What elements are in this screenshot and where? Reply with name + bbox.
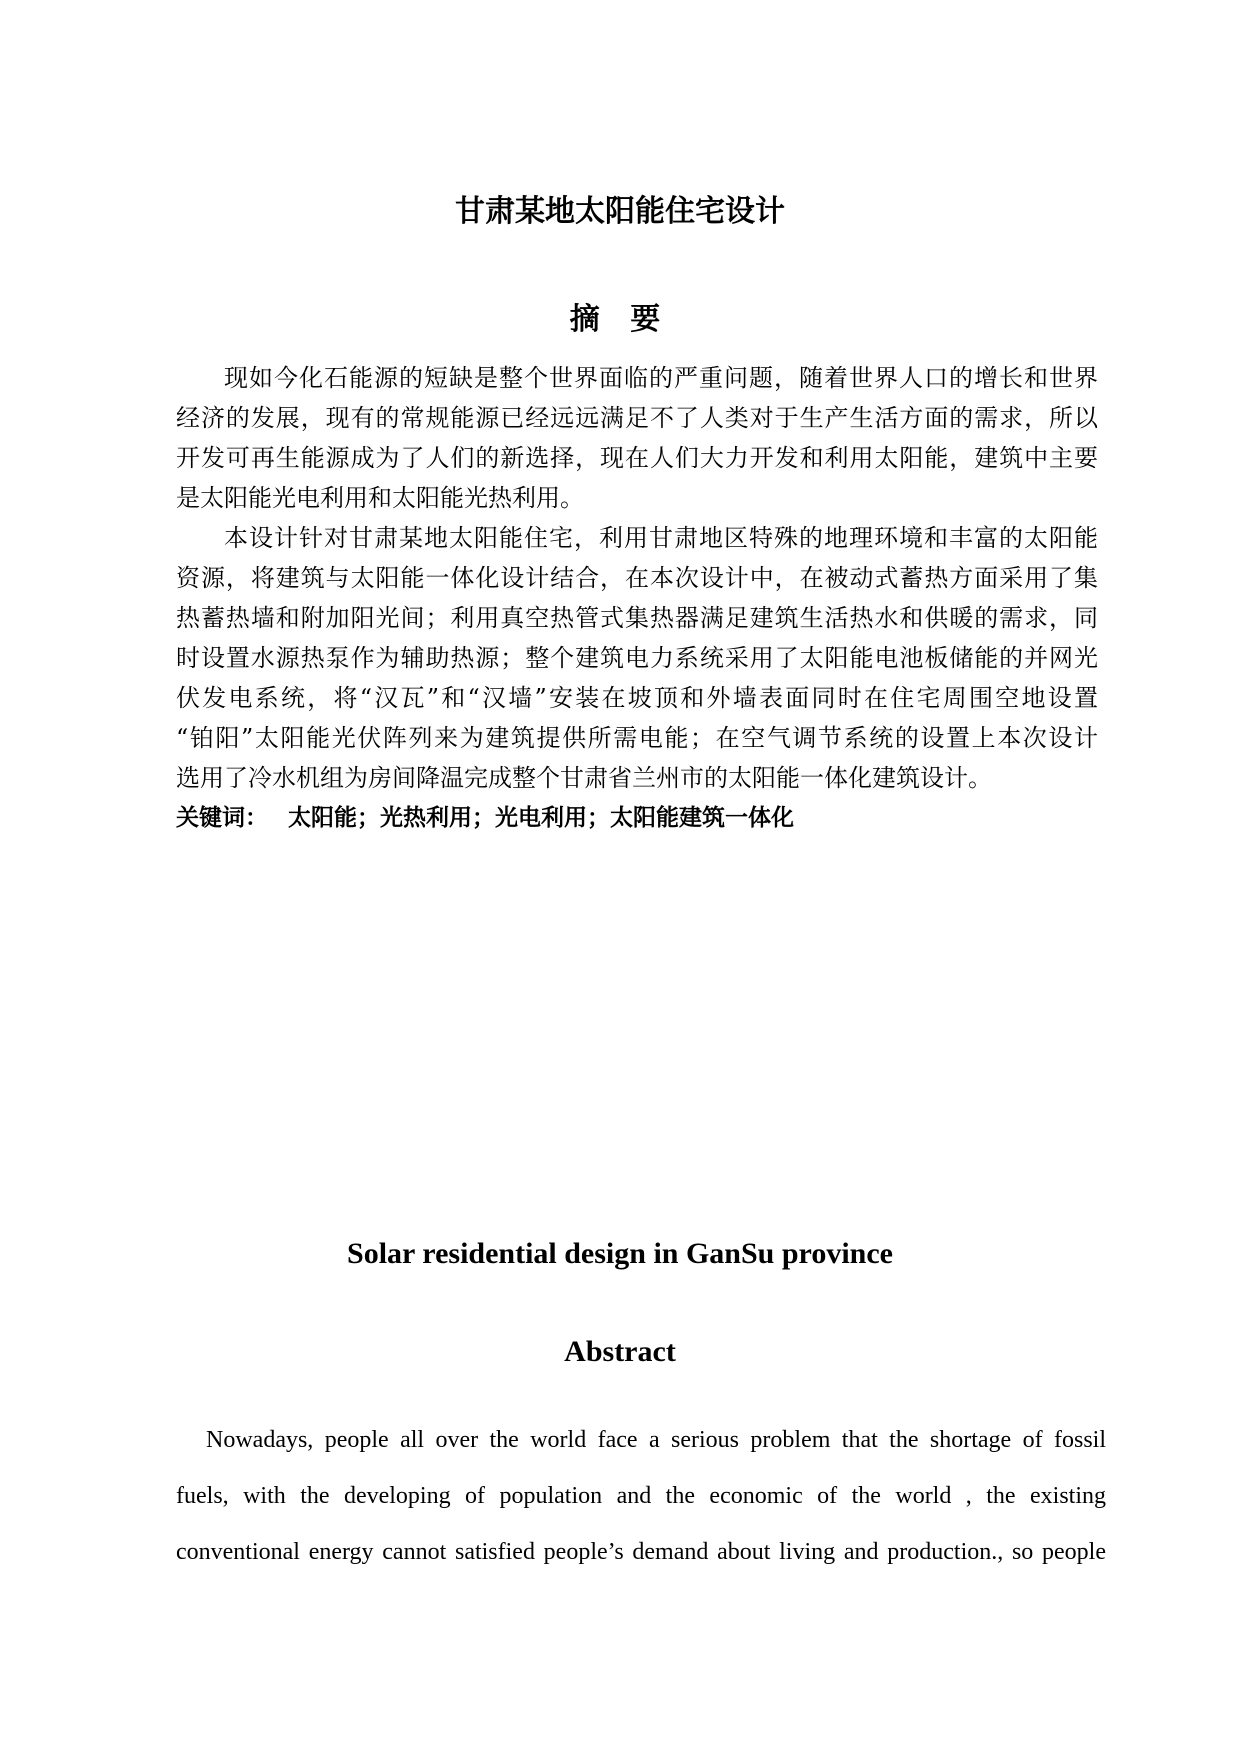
english-abstract-line: fuels, with the developing of population and the economic of the world , the existing <box>176 1483 1106 1509</box>
chinese-abstract-heading: 摘 要 <box>569 302 671 337</box>
english-abstract-line: Nowadays, people all over the world face a serious problem that the shortage of fossil <box>206 1427 1106 1453</box>
chinese-title: 甘肃某地太阳能住宅设计 <box>455 194 785 229</box>
chinese-paragraph-2-line: 资源，将建筑与太阳能一体化设计结合，在本次设计中，在被动式蓄热方面采用了集 <box>176 564 1098 592</box>
english-abstract-heading: Abstract <box>564 1335 676 1368</box>
chinese-paragraph-2-line: 选用了冷水机组为房间降温完成整个甘肃省兰州市的太阳能一体化建筑设计。 <box>176 764 992 792</box>
chinese-keywords <box>176 798 1098 838</box>
english-abstract-line: conventional energy cannot satisfied people’s demand about living and production., so people <box>176 1539 1106 1565</box>
keywords-label: 关键词： <box>176 805 268 831</box>
english-abstract-body <box>176 1412 1106 1580</box>
english-title: Solar residential design in GanSu province <box>347 1237 893 1270</box>
chinese-paragraph-1-line: 是太阳能光电利用和太阳能光热利用。 <box>176 484 584 512</box>
chinese-abstract-body <box>176 358 1098 838</box>
chinese-paragraph-2-line: 伏发电系统，将“汉瓦”和“汉墙”安装在坡顶和外墙表面同时在住宅周围空地设置 <box>176 684 1098 712</box>
chinese-paragraph-2-line: 本设计针对甘肃某地太阳能住宅，利用甘肃地区特殊的地理环境和丰富的太阳能 <box>224 524 1098 552</box>
chinese-paragraph-1-line: 现如今化石能源的短缺是整个世界面临的严重问题，随着世界人口的增长和世界 <box>224 364 1098 392</box>
keywords-text: 太阳能；光热利用；光电利用；太阳能建筑一体化 <box>288 805 794 831</box>
chinese-paragraph-2-line: 热蓄热墙和附加阳光间；利用真空热管式集热器满足建筑生活热水和供暖的需求，同 <box>176 604 1098 632</box>
chinese-paragraph-1-line: 经济的发展，现有的常规能源已经远远满足不了人类对于生产生活方面的需求，所以 <box>176 404 1098 432</box>
chinese-paragraph-2-line: 时设置水源热泵作为辅助热源；整个建筑电力系统采用了太阳能电池板储能的并网光 <box>176 644 1098 672</box>
chinese-paragraph-2-line: “铂阳”太阳能光伏阵列来为建筑提供所需电能；在空气调节系统的设置上本次设计 <box>176 724 1098 752</box>
chinese-paragraph-1-line: 开发可再生能源成为了人们的新选择，现在人们大力开发和利用太阳能，建筑中主要 <box>176 444 1098 472</box>
